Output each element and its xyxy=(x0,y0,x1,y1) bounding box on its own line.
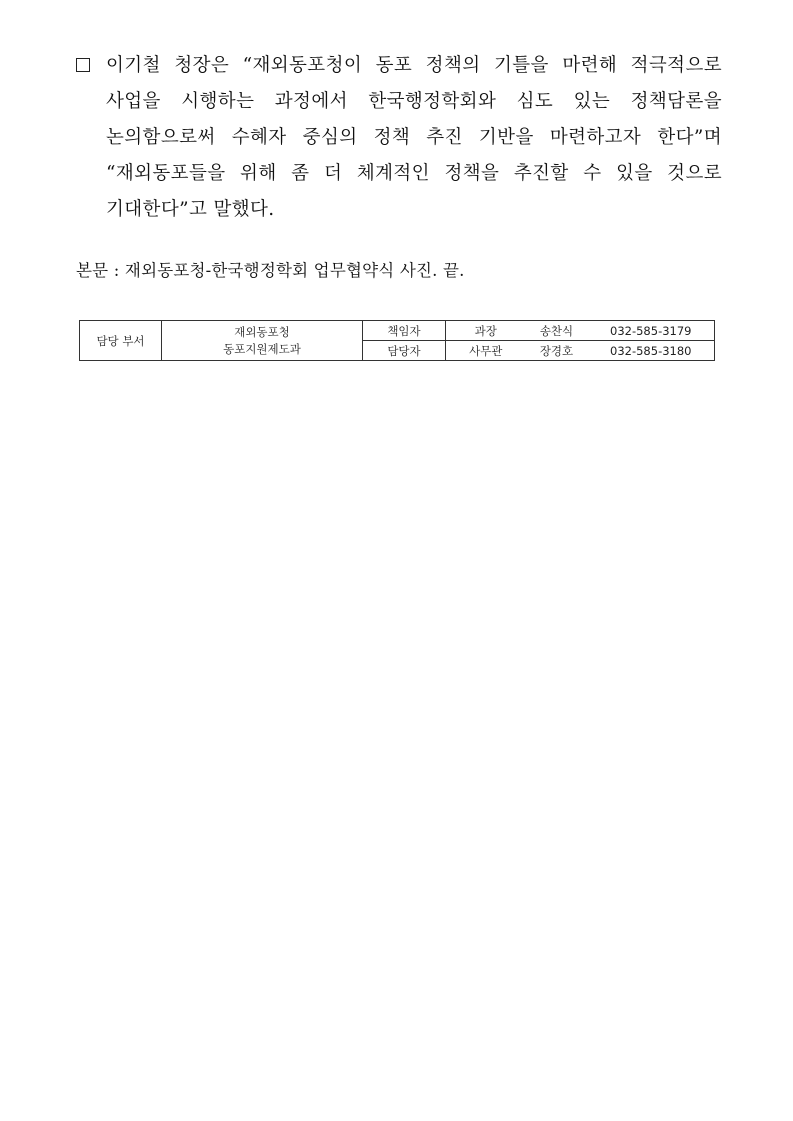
name-cell: 장경호 xyxy=(526,341,588,361)
org-name: 재외동포청 xyxy=(234,324,290,339)
photo-caption: 본문 : 재외동포청-한국행정학회 업무협약식 사진. 끝. xyxy=(76,261,465,280)
dept-name xyxy=(162,321,363,361)
title-cell: 사무관 xyxy=(446,341,526,361)
dept-label: 담당 부서 xyxy=(80,321,162,361)
division-name: 동포지원제도과 xyxy=(223,341,301,356)
title-cell: 과장 xyxy=(446,321,526,341)
name-cell: 송찬식 xyxy=(526,321,588,341)
phone-cell: 032-585-3180 xyxy=(588,341,715,361)
contact-table xyxy=(79,320,715,361)
role-cell: 담당자 xyxy=(363,341,446,361)
contact-row xyxy=(80,321,715,341)
paragraph-text: 이기철 청장은 “재외동포청이 동포 정책의 기틀을 마련해 적극적으로 사업을 시행하는 과정에서 한국행정학회와 심도 있는 정책담론을 논의함으로써 수혜자 중심의 정책 추진 기반을 마련하고자 한다”며 “재외동포들을 위해 좀 더 체계적인 정책을 추진할 수 있을 것으로 기대한다”고 말했다. xyxy=(106,55,722,220)
square-bullet-icon xyxy=(76,58,90,72)
phone-cell: 032-585-3179 xyxy=(588,321,715,341)
role-cell: 책임자 xyxy=(363,321,446,341)
bullet-paragraph xyxy=(76,48,722,228)
